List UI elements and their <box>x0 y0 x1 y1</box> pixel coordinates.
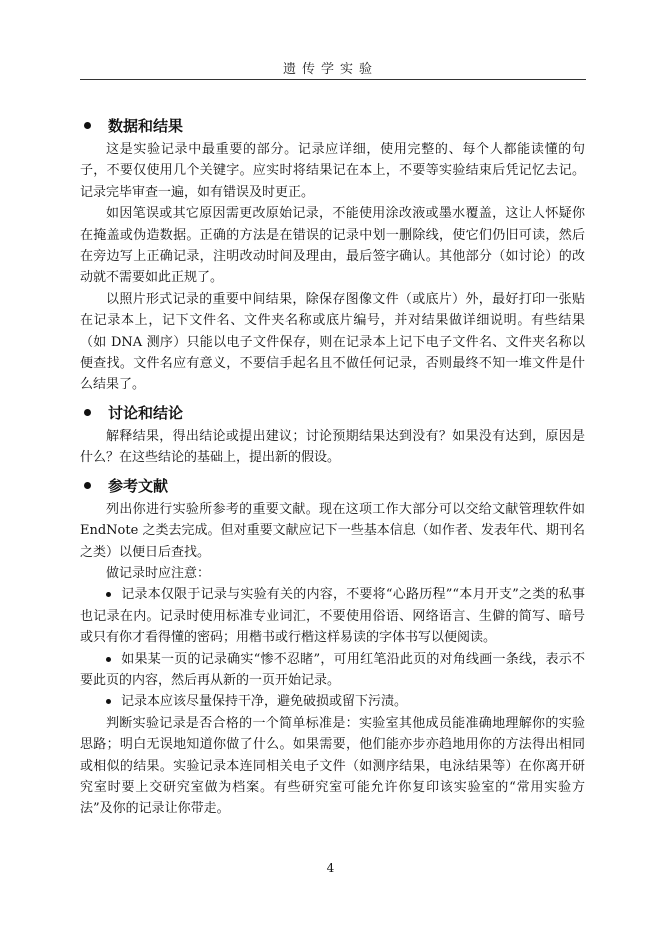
paragraph: 做记录时应注意： <box>106 565 211 581</box>
small-bullet-icon <box>106 699 111 704</box>
page-content <box>80 113 585 820</box>
bullet-item: 记录本仅限于记录与实验有关的内容，不要将“心路历程”“本月开支”之类的私事也记录在内。记录时使用标准专业词汇，不要使用俗语、网络语言、生僻的简写、暗号或只有你才看得懂的密码；用楷书或行楷这样易读的字体书写以便阅读。 <box>80 587 585 646</box>
small-bullet-icon <box>106 592 111 597</box>
paragraph: 判断实验记录是否合格的一个简单标准是：实验室其他成员能准确地理解你的实验思路；明白无误地知道你做了什么。如果需要，他们能亦步亦趋地用你的方法得出相同或相似的结果。实验记录本连同相关电子文件（如测序结果，电泳结果等）在你离开研究室时要上交研究室做为档案。有些研究室可能允许你复印该实验室的“常用实验方法”及你的记录让你带走。 <box>80 715 585 817</box>
bullet-icon <box>84 482 91 489</box>
page-number: 4 <box>326 861 335 875</box>
paragraph: 这是实验记录中最重要的部分。记录应详细，使用完整的、每个人都能读懂的句子，不要仅使用几个关键字。应实时将结果记在本上，不要等实验结束后凭记忆去记。记录完毕审查一遍，如有错误及时更正。 <box>80 142 585 200</box>
bullet-icon <box>84 409 91 416</box>
paragraph: 如因笔误或其它原因需更改原始记录，不能使用涂改液或墨水覆盖，这让人怀疑你在掩盖或伪造数据。正确的方法是在错误的记录中划一删除线，使它们仍旧可读，然后在旁边写上正确记录，注明改动时间及理由，最后签字确认。其他部分（如讨论）的改动就不需要如此正规了。 <box>80 206 585 286</box>
section-title-data-results: 数据和结果 <box>80 113 585 139</box>
section-title-discussion: 讨论和结论 <box>80 400 585 426</box>
bullet-item: 如果某一页的记录确实“惨不忍睹”，可用红笔沿此页的对角线画一条线，表示不要此页的内容，然后再从新的一页开始记录。 <box>80 651 585 688</box>
running-header: 遗传学实验 <box>282 62 378 77</box>
bullet-icon <box>84 122 91 129</box>
paragraph: 解释结果，得出结论或提出建议；讨论预期结果达到没有？如果没有达到，原因是什么？在这些结论的基础上，提出新的假设。 <box>80 428 585 466</box>
bullet-item: 记录本应该尽量保持干净，避免破损或留下污渍。 <box>80 691 585 712</box>
header-rule <box>80 79 586 80</box>
paragraph: 以照片形式记录的重要中间结果，除保存图像文件（或底片）外，最好打印一张贴在记录本上，记下文件名、文件夹名称或底片编号，并对结果做详细说明。有些结果（如 DNA 测序）只能以电子文件保存，则在记录本上记下电子文件名、文件夹名称以便查找。文件名应有意义，不要信手起名且不做任何记录，否则最终不知一堆文件是什么结果了。 <box>80 291 585 393</box>
paragraph: 列出你进行实验所参考的重要文献。现在这项工作大部分可以交给文献管理软件如 EndNote 之类去完成。但对重要文献应记下一些基本信息（如作者、发表年代、期刊名之类）以便日后查找。 <box>80 501 585 560</box>
small-bullet-icon <box>106 657 111 662</box>
section-title-references: 参考文献 <box>80 473 585 499</box>
